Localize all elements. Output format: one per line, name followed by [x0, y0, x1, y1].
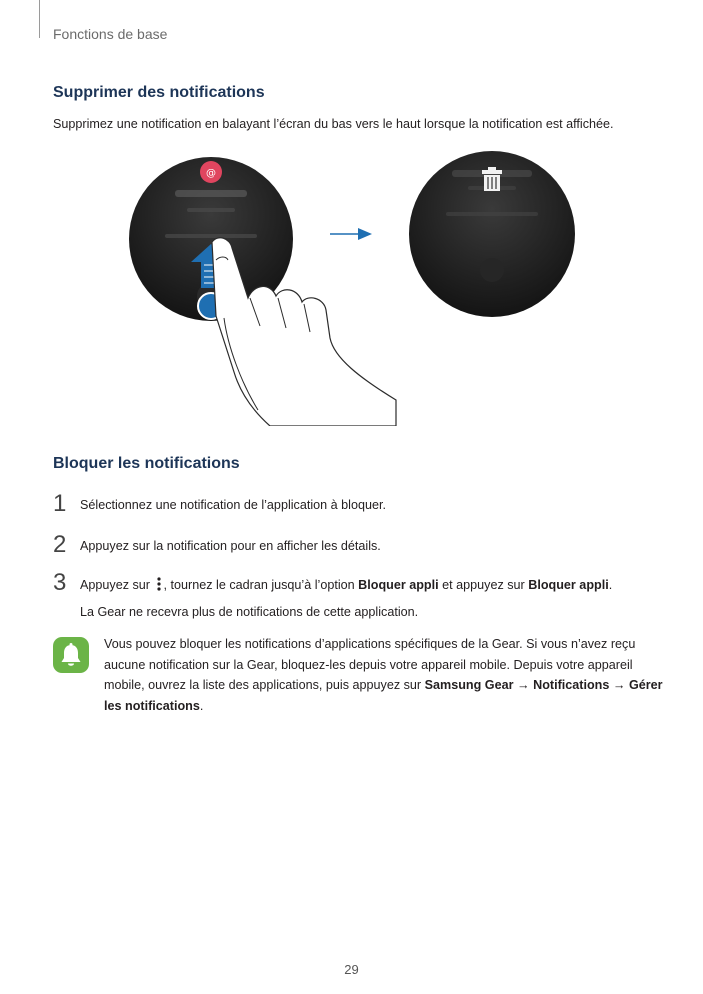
- path-arrow: →: [609, 678, 629, 692]
- step-text-end: .: [608, 578, 613, 592]
- step-number: 2: [53, 531, 67, 558]
- step-text-before: Appuyez sur: [80, 578, 154, 592]
- menu-notifications: Notifications: [533, 678, 610, 692]
- email-icon: [200, 161, 222, 183]
- step-number: 1: [53, 490, 67, 517]
- note-text-main: Vous pouvez bloquer les notifications d’applications spécifiques de la Gear. Si vous n’avez reçu aucune notification sur la Gear, bloquez-les depuis votre appareil mobile. Depuis votre appareil mobile, ouvrez la liste des applications, puis appuyez sur: [104, 637, 636, 692]
- section-title-delete: Supprimer des notifications: [53, 84, 265, 101]
- step-3-result: La Gear ne recevra plus de notifications de cette application.: [80, 605, 419, 619]
- menu-samsung-gear: Samsung Gear: [424, 678, 514, 692]
- step-text-middle: , tournez le cadran jusqu’à l’option: [163, 578, 359, 592]
- step-number: 3: [53, 569, 67, 596]
- arrow-right-icon: [330, 228, 372, 240]
- swipe-illustration: [120, 148, 590, 426]
- step-text: Appuyez sur la notification pour en afficher les détails.: [80, 539, 381, 553]
- bell-icon: [53, 637, 89, 673]
- menu-gerer-notifications: Gérer les notifications: [104, 678, 663, 713]
- step-text: [80, 577, 612, 592]
- note-text: [104, 634, 664, 716]
- section-intro: Supprimez une notification en balayant l’écran du bas vers le haut lorsque la notification est affichée.: [53, 117, 614, 131]
- more-options-icon: [155, 577, 163, 591]
- note-badge: [53, 637, 89, 673]
- svg-text:@: @: [206, 168, 216, 179]
- margin-rule: [39, 0, 40, 38]
- step-text: Sélectionnez une notification de l’application à bloquer.: [80, 498, 386, 512]
- page-number: 29: [344, 962, 359, 977]
- section-title-block: Bloquer les notifications: [53, 455, 240, 472]
- chapter-header: Fonctions de base: [53, 26, 168, 42]
- trash-icon: [482, 167, 502, 191]
- path-arrow: →: [513, 678, 534, 692]
- watch-after: [409, 151, 575, 317]
- option-bloquer-appli: Bloquer appli: [358, 578, 439, 592]
- note-end: .: [199, 698, 204, 713]
- step-text-after: et appuyez sur: [438, 578, 529, 592]
- option-bloquer-appli-confirm: Bloquer appli: [528, 578, 609, 592]
